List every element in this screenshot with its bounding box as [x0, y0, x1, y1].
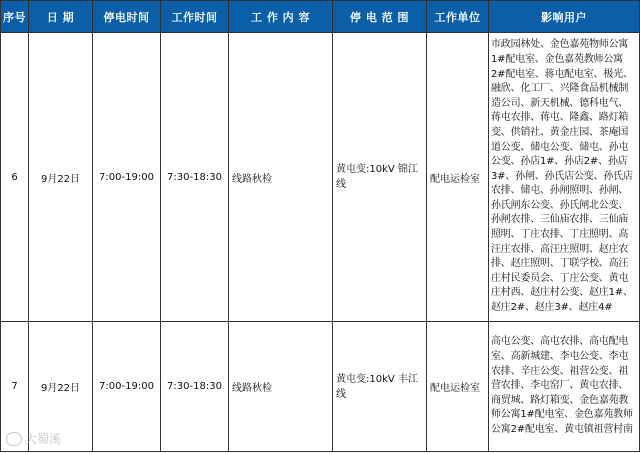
- cell-outage-time: 7:00-19:00: [93, 33, 161, 322]
- cell-users: 市政园林处、金色嘉苑物师公寓1#配电室、金色嘉苑教师公寓2#配电室、蒋屯配电室、极光、融欣、化工厂、兴隆食品机械制造公司、新天机械、德科电气、蒋屯农排、蒋屯、隆鑫、路灯箱变、供销社、黄金庄园、茶庵国道公变、储屯公变、储屯、孙屯公变、孙店1#、孙店2#、孙店3#、孙闸、孙氏店公变、孙氏店农排、储屯、孙闸照明、孙闸、孙氏闸东公变、孙氏闸北公变、孙闸农排、三仙庙农排、三仙庙照明、丁庄农排、丁庄照明、高汪庄农排、高汪庄照明、赵庄农排、赵庄照明、丁联学校、高汪庄村民委员会、丁庄公变、黄屯庄村西、赵庄村公变、赵庄1#、赵庄2#、赵庄3#、赵庄4#: [489, 33, 640, 322]
- cell-scope: 黄屯变:10kV 锦江线: [333, 33, 427, 322]
- table-row: [1, 322, 640, 452]
- watermark: [6, 430, 61, 447]
- cell-outage-time: 7:00-19:00: [93, 322, 161, 452]
- header-content: 工 作 内 容: [229, 1, 333, 33]
- cell-unit: 配电运检室: [427, 322, 489, 452]
- cell-work-time: 7:30-18:30: [161, 33, 229, 322]
- cell-date: 9月22日: [29, 322, 93, 452]
- header-work-time: 工作时间: [161, 1, 229, 33]
- watermark-text: 大蜀溪: [25, 432, 62, 446]
- watermark-logo-icon: [6, 432, 22, 446]
- cell-unit: 配电运检室: [427, 33, 489, 322]
- header-seq: 序号: [1, 1, 29, 33]
- cell-work-time: 7:30-18:30: [161, 322, 229, 452]
- cell-content: 线路秋检: [229, 322, 333, 452]
- header-date: 日 期: [29, 1, 93, 33]
- cell-date: 9月22日: [29, 33, 93, 322]
- cell-content: 线路秋检: [229, 33, 333, 322]
- header-scope: 停 电 范 围: [333, 1, 427, 33]
- header-users: 影响用户: [489, 1, 640, 33]
- header-outage-time: 停电时间: [93, 1, 161, 33]
- cell-scope: 黄屯变:10kV 丰江线: [333, 322, 427, 452]
- cell-seq: 7: [1, 322, 29, 452]
- cell-users: 高屯公变、高屯农排、高屯配电室、高新城建、李屯公变、李屯农排、辛庄公变、祖营公变、祖营农排、李屯窑厂、黄屯农排、商贸城、路灯箱变、金色嘉苑教师公寓1#配电室、金色嘉苑教师公寓2#配电室、黄屯镇祖营村南: [489, 322, 640, 452]
- table-row: [1, 33, 640, 322]
- cell-seq: 6: [1, 33, 29, 322]
- header-row: [1, 1, 640, 33]
- header-unit: 工作单位: [427, 1, 489, 33]
